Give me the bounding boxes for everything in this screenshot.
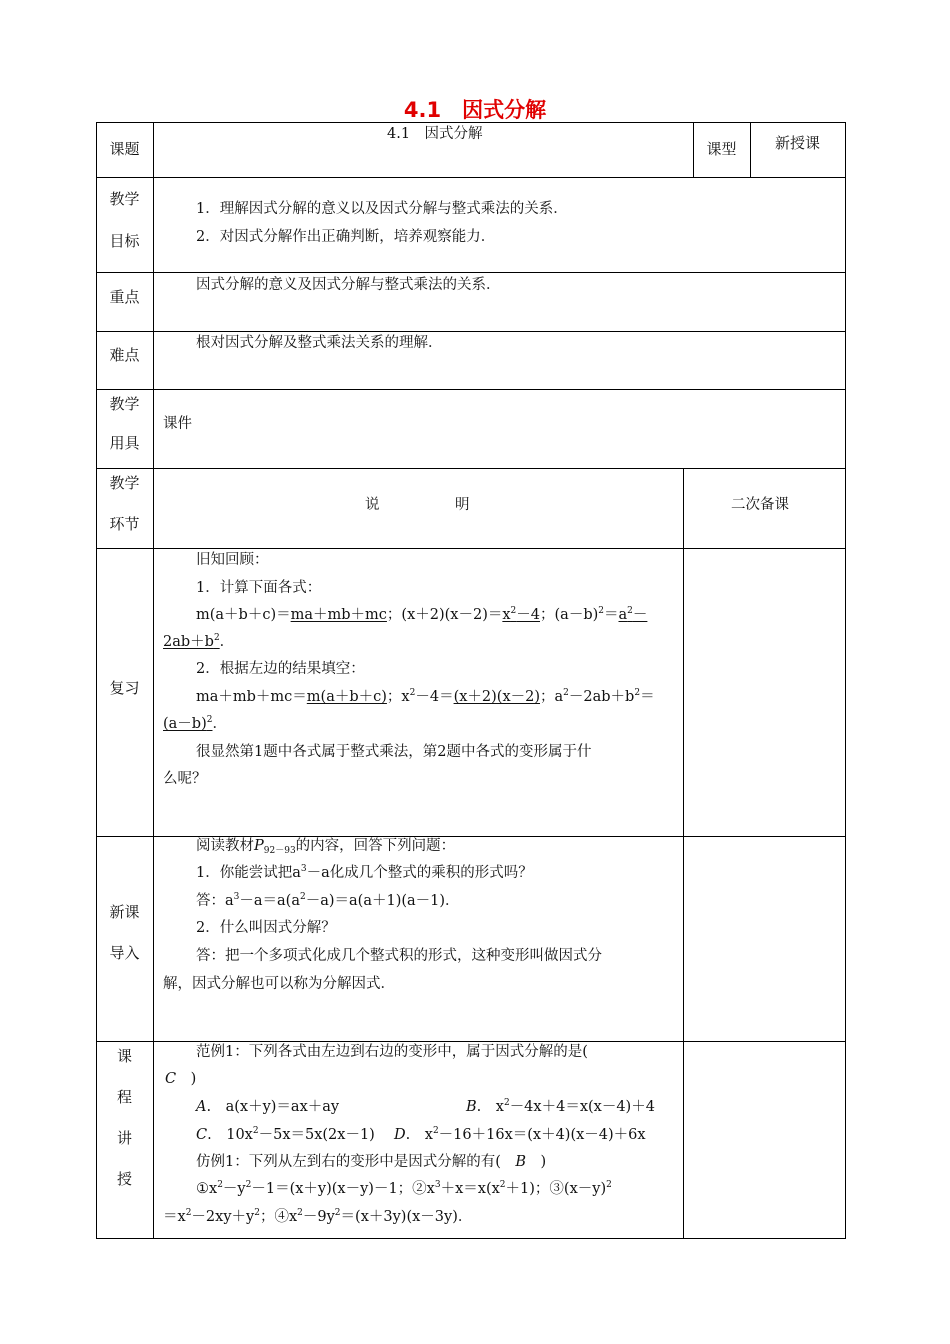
document-title: 4.1 因式分解 [403, 98, 547, 122]
lesson-label-1: 课 [116, 1047, 132, 1065]
review-line-3: m(a＋b＋c)＝ma＋mb＋mc；$(x+2)(x-2)=x^2-4$；$(a-b)^2=a^2-$ [196, 606, 648, 623]
intro-line-5: 答：把一个多项式化成几个整式积的形式，这种变形叫做因式分 [196, 948, 602, 964]
desc-header-2: 明 [455, 497, 470, 513]
difficulty-text: 根对因式分解及整式乘法关系的理解． [196, 335, 443, 351]
intro-line-6: 解，因式分解也可以称为分解因式． [163, 976, 395, 992]
example-1-answer: C ) [165, 1071, 197, 1087]
lesson-label-4: 授 [116, 1170, 132, 1188]
review-line-9: 么呢？ [163, 771, 207, 787]
topic-value: 4.1 因式分解 [387, 126, 483, 142]
intro-label-1: 新课 [109, 903, 140, 921]
intro-line-2: 1．你能尝试把$a^3-a$化成几个整式的乘积的形式吗？ [196, 864, 533, 881]
tools-text: 课件 [163, 416, 192, 432]
option-a: A. a(x＋y)＝ax＋ay [196, 1099, 340, 1115]
objective-item-1: 1．理解因式分解的意义以及因式分解与整式乘法的关系． [196, 201, 568, 217]
review-line-2: 1．计算下面各式： [196, 580, 322, 596]
option-d: D. $x^2-16+16x=(x+4)(x-4)+6x$ [394, 1126, 646, 1143]
type-value: 新授课 [774, 134, 820, 152]
type-label: 课型 [706, 140, 737, 158]
lesson-label-2: 程 [116, 1088, 132, 1106]
objective-item-2: 2．对因式分解作出正确判断，培养观察能力． [196, 229, 496, 245]
intro-label-2: 导入 [109, 944, 140, 962]
notes-header: 二次备课 [731, 497, 789, 513]
example-2-question: 仿例1：下列从左到右的变形中是因式分解的有( B ) [196, 1154, 547, 1170]
section-label-1: 教学 [109, 474, 140, 492]
topic-label: 课题 [109, 140, 140, 158]
review-line-7: $(a-b)^2$． [163, 715, 227, 732]
review-line-4: $2ab+b^2$． [163, 633, 235, 650]
intro-line-3: 答：$a^3-a=a(a^2-a)=a(a+1)(a-1)$． [196, 892, 460, 909]
section-label-2: 环节 [109, 515, 140, 533]
example-2-items-cont: $=x^2-2xy+y^2$；$④x^2-9y^2=(x+3y)(x-3y)$． [163, 1208, 473, 1225]
desc-header-1: 说 [365, 497, 380, 513]
review-line-1: 旧知回顾： [196, 552, 269, 568]
review-line-6: ma＋mb＋mc＝m(a＋b＋c)；$x^2-4=(x+2)(x-2)$；$a^2-2ab+b^2=$ [196, 688, 655, 705]
review-line-5: 2．根据左边的结果填空： [196, 661, 365, 677]
review-line-8: 很显然第1题中各式属于整式乘法，第2题中各式的变形属于什 [196, 744, 592, 760]
objectives-label-2: 目标 [109, 232, 140, 250]
review-label: 复习 [109, 679, 140, 697]
intro-line-4: 2．什么叫因式分解？ [196, 920, 336, 936]
objectives-label-1: 教学 [109, 190, 140, 208]
example-2-items: $①x^2-y^2-1=(x+y)(x-y)-1$；$②x^3+x=x(x^2+1)$；$③(x-y)^2$ [196, 1180, 612, 1197]
option-c: C. $10x^2-5x=5x(2x-1)$ [196, 1126, 375, 1143]
option-b: B. $x^2-4x+4=x(x-4)+4$ [466, 1098, 655, 1115]
lesson-label-3: 讲 [116, 1129, 132, 1147]
key-point-label: 重点 [109, 288, 140, 306]
key-point-text: 因式分解的意义及因式分解与整式乘法的关系． [196, 277, 501, 293]
tools-label-2: 用具 [109, 434, 140, 452]
example-1-question: 范例1：下列各式由左边到右边的变形中，属于因式分解的是( [196, 1044, 588, 1060]
difficulty-label: 难点 [109, 346, 140, 364]
intro-line-1: 阅读教材$P_{92-93}$的内容，回答下列问题： [196, 838, 456, 856]
tools-label-1: 教学 [109, 395, 140, 413]
